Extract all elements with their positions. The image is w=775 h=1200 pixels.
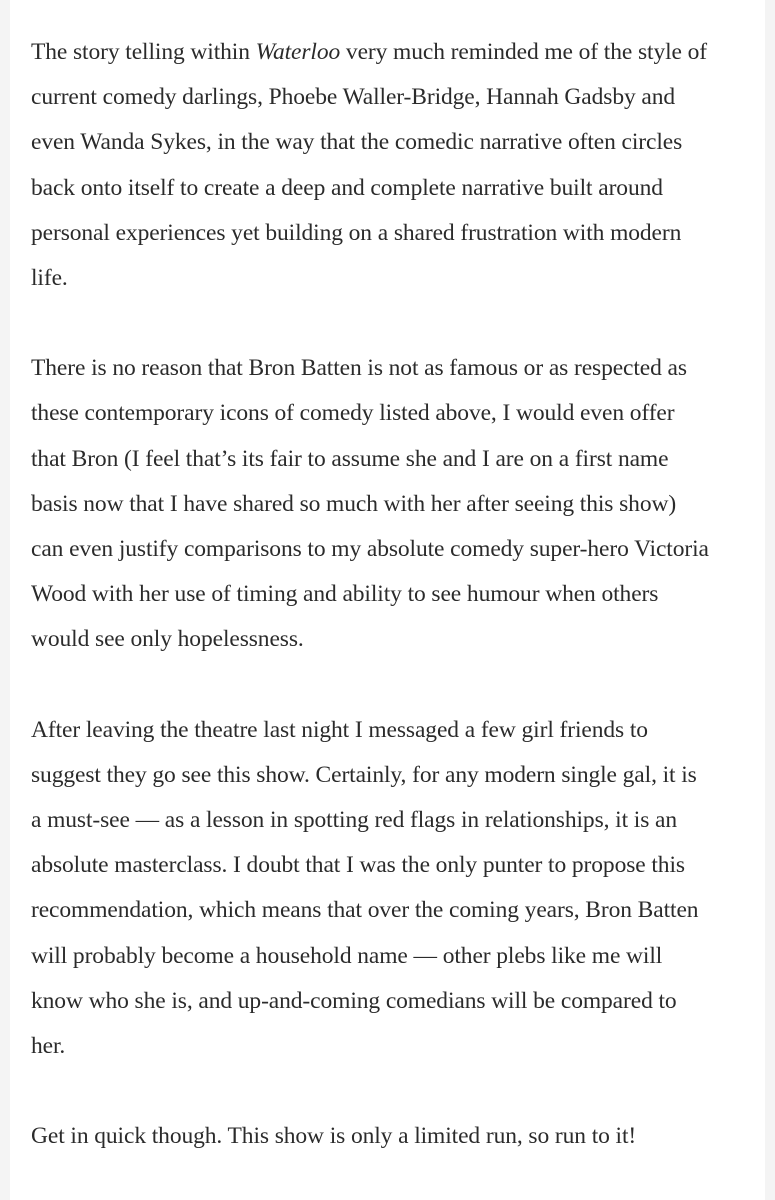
text-line [31,30,755,75]
text-line: personal experiences yet building on a shared frustration with modern [31,219,682,246]
text-line: There is no reason that Bron Batten is not as famous or as respected as [31,355,687,382]
text-line: absolute masterclass. I doubt that I was the only punter to propose this [31,852,685,879]
text-line: Wood with her use of timing and ability to see humour when others [31,581,659,608]
paragraph-1 [31,30,755,301]
text-line: Get in quick though. This show is only a limited run, so run to it! [31,1123,637,1150]
text-line: would see only hopelessness. [31,626,304,653]
text-line: will probably become a household name — other plebs like me will [31,942,663,969]
paragraph-2 [31,346,755,662]
text-line: that Bron (I feel that’s its fair to assume she and I are on a first name [31,445,669,472]
text-line: back onto itself to create a deep and complete narrative built around [31,174,663,201]
text-line: suggest they go see this show. Certainly, for any modern single gal, it is [31,761,697,788]
text-line: basis now that I have shared so much with her after seeing this show) [31,490,677,517]
article-body [31,30,755,1159]
text-line: a must-see — as a lesson in spotting red flags in relationships, it is an [31,807,678,834]
text-line: life. [31,265,68,292]
paragraph-3 [31,708,755,1070]
paragraph-4 [31,1114,755,1159]
show-title-emphasis: Waterloo [255,39,341,65]
text-line: even Wanda Sykes, in the way that the comedic narrative often circles [31,129,683,156]
text-line: her. [31,1033,66,1060]
text-line: these contemporary icons of comedy listed above, I would even offer [31,400,675,427]
text-line: current comedy darlings, Phoebe Waller-Bridge, Hannah Gadsby and [31,84,676,111]
text-line: After leaving the theatre last night I messaged a few girl friends to [31,716,648,743]
article-page [10,0,765,1200]
text-run: The story telling within [31,39,256,65]
text-line: recommendation, which means that over the coming years, Bron Batten [31,897,699,924]
text-line: know who she is, and up-and-coming comedians will be compared to [31,987,677,1014]
text-run: very much reminded me of the style of [340,39,708,65]
text-line: can even justify comparisons to my absolute comedy super-hero Victoria [31,536,709,563]
